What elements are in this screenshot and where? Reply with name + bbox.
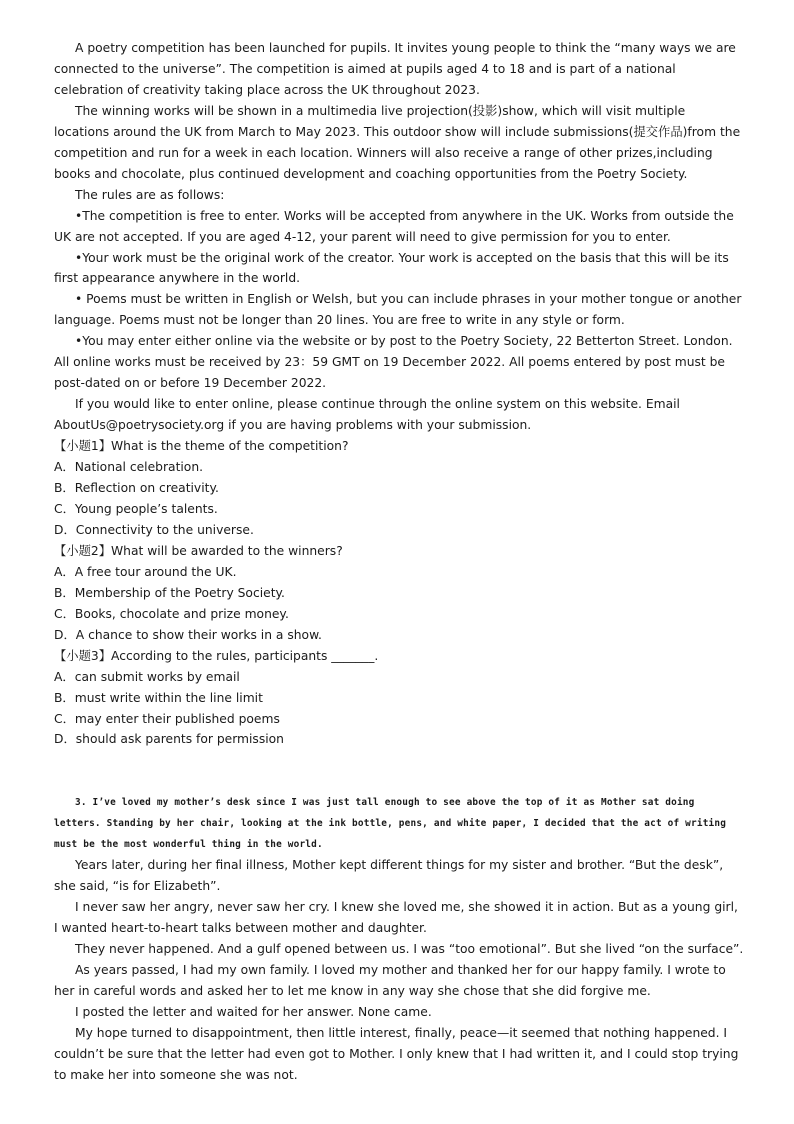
answer-option: B．must write within the line limit <box>54 690 263 705</box>
question-stem: 【小题1】What is the theme of the competition? <box>54 439 349 454</box>
question-stem: 【小题2】What will be awarded to the winners? <box>54 543 343 558</box>
paragraph: As years passed, I had my own family. I loved my mother and thanked her for our happy family. I wrote to her in careful words and asked her to let me know in any way she chose that she did forgive me. <box>54 963 726 999</box>
question-1 <box>54 436 744 541</box>
rule-item: •You may enter either online via the website or by post to the Poetry Society, 22 Betterton Street. London. All online works must be received by 23：59 GMT on 19 December 2022. All poems entered by post must be post-dated on or before 19 December 2022. <box>54 334 733 391</box>
passage-a <box>54 38 744 436</box>
answer-option: B．Reflection on creativity. <box>54 481 219 496</box>
section-spacer <box>54 771 744 792</box>
rule-item: •Your work must be the original work of the creator. Your work is accepted on the basis that this will be its first appearance anywhere in the world. <box>54 250 729 286</box>
question-3 <box>54 646 744 751</box>
rule-item: • Poems must be written in English or Welsh, but you can include phrases in your mother tongue or another language. Poems must not be longer than 20 lines. You are free to write in any style or form. <box>54 292 742 328</box>
answer-option: A．National celebration. <box>54 460 204 475</box>
answer-option: C．Books, chocolate and prize money. <box>54 606 289 621</box>
paragraph: A poetry competition has been launched for pupils. It invites young people to think the “many ways we are connected to the universe”. The competition is aimed at pupils aged 4 to 18 and is part of a national celebration of creativity taking place across the UK throughout 2023. <box>54 41 736 97</box>
paragraph: Years later, during her final illness, Mother kept different things for my sister and brother. “But the desk”, she said, “is for Elizabeth”. <box>54 858 724 894</box>
answer-option: D．A chance to show their works in a show. <box>54 627 322 642</box>
document-page <box>54 38 744 1086</box>
paragraph: I posted the letter and waited for her answer. None came. <box>75 1005 432 1020</box>
paragraph: My hope turned to disappointment, then little interest, finally, peace—it seemed that nothing happened. I couldn’t be sure that the letter had even got to Mother. I only knew that I had written it, and I could stop trying to make her into someone she was not. <box>54 1026 739 1082</box>
section-spacer <box>54 750 744 771</box>
paragraph: If you would like to enter online, please continue through the online system on this website. Email AboutUs@poetrysociety.org if you are having problems with your submission. <box>54 397 680 433</box>
passage-intro: 3. I’ve loved my mother’s desk since I was just tall enough to see above the top of it as Mother sat doing letters. Standing by her chair, looking at the ink bottle, pens, and white paper, I decided that the act of writing must be the most wonderful thing in the world. <box>54 797 727 851</box>
question-2 <box>54 541 744 646</box>
question-stem: 【小题3】According to the rules, participants _______. <box>54 648 379 663</box>
answer-option: C．may enter their published poems <box>54 711 280 726</box>
answer-option: D．should ask parents for permission <box>54 732 284 747</box>
answer-option: C．Young people’s talents. <box>54 501 218 516</box>
paragraph: They never happened. And a gulf opened between us. I was “too emotional”. But she lived “on the surface”. <box>75 942 744 957</box>
rule-item: •The competition is free to enter. Works will be accepted from anywhere in the UK. Works from outside the UK are not accepted. If you are aged 4-12, your parent will need to give permission for you to enter. <box>54 208 734 244</box>
answer-option: A．A free tour around the UK. <box>54 564 237 579</box>
rules-heading: The rules are as follows: <box>75 187 225 202</box>
paragraph: I never saw her angry, never saw her cry. I knew she loved me, she showed it in action. But as a young girl, I wanted heart-to-heart talks between mother and daughter. <box>54 900 738 936</box>
answer-option: B．Membership of the Poetry Society. <box>54 585 285 600</box>
answer-option: D．Connectivity to the universe. <box>54 522 254 537</box>
passage-b <box>54 792 744 1085</box>
answer-option: A．can submit works by email <box>54 669 240 684</box>
paragraph: The winning works will be shown in a multimedia live projection(投影)show, which will visit multiple locations around the UK from March to May 2023. This outdoor show will include submissions(提交作品)from the competition and run for a week in each location. Winners will also receive a range of other prizes,including books and chocolate, plus continued development and coaching opportunities from the Poetry Society. <box>54 103 741 181</box>
